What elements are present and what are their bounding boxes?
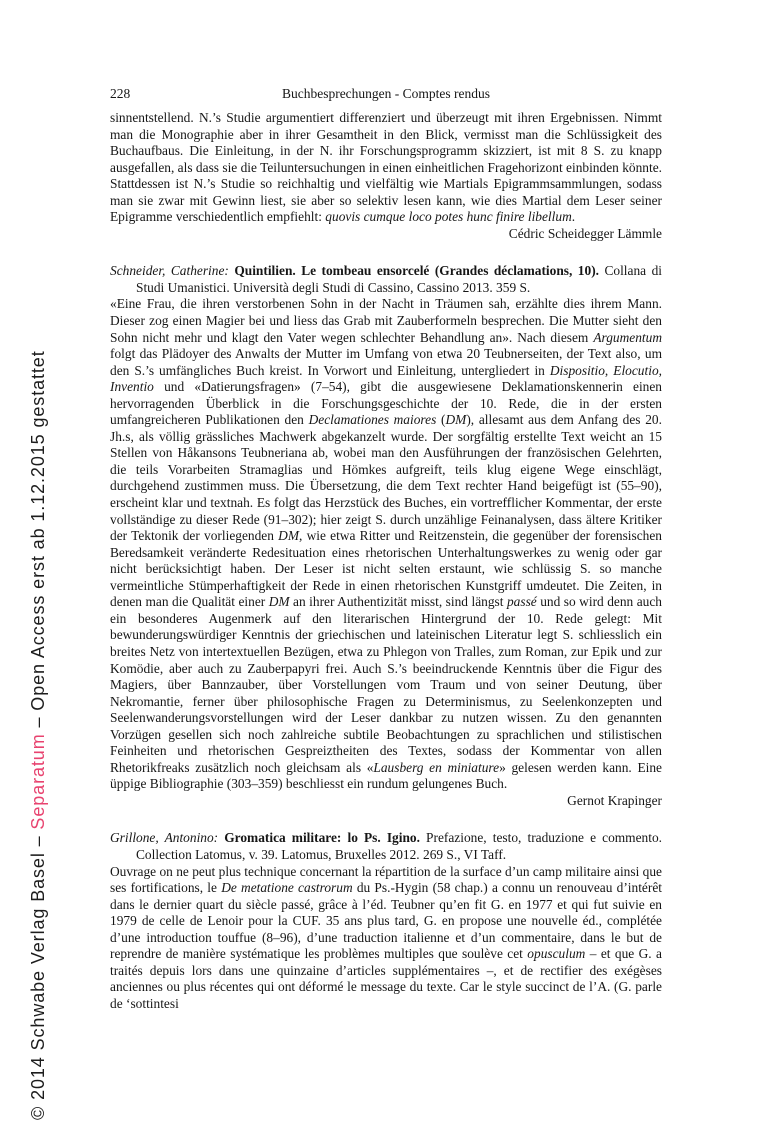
page-header <box>110 86 662 104</box>
review-grillone-heading: Grillone, Antonino: Gromatica militare: lo Ps. Igino. Prefazione, testo, traduzione e commento. Collection Latomus, v. 39. Latomus, Bruxelles 2012. 269 S., VI Taff. <box>110 830 662 862</box>
running-title: Buchbesprechungen - Comptes rendus <box>281 86 491 101</box>
review-continuation-body: sinnentstellend. N.’s Studie argumentiert differenziert und überzeugt mit ihren Ergebnissen. Nimmt man die Monographie aber in ihrer Gesamtheit in den Blick, vermisst man die Schlüssigkeit des Buchaufbaus. Die Einleitung, in der N. ihr Forschungsprogramm skizziert, ist mit 8 S. zu knapp ausgefallen, als dass sie die Teiluntersuchungen in einen einheitlichen Fragehorizont einbinden könnte. Stattdessen ist N.’s Studie so reichhaltig und vielfältig wie Martials Epigrammsammlungen, sodass man sie zwar mit Gewinn liest, sie aber so selektiv lesen kann, wie dies Martial dem Leser seiner Epigramme verschiedentlich empfiehlt: quovis cumque loco potes hunc finire libellum. <box>110 110 662 225</box>
copyright-vertical-text: © 2014 Schwabe Verlag Basel – Separatum – Open Access erst ab 1.12.2015 gestattet <box>28 350 48 1120</box>
review-schneider-signature: Gernot Krapinger <box>567 792 662 808</box>
review-continuation-signature: Cédric Scheidegger Lämmle <box>508 225 662 241</box>
review-grillone-body: Ouvrage on ne peut plus technique concernant la répartition de la surface d’un camp militaire ainsi que ses fortifications, le De metatione castrorum du Ps.-Hygin (58 chap.) a connu un renouveau d’intérêt dans le dernier quart du siècle passé, grâce à l’éd. Teubner qu’en fit G. en 1977 et qui fut suivie en 1979 de celle de Lenoir pour la CUF. 35 ans plus tard, G. en propose une nouvelle éd., complétée d’une introduction touffue (8–96), d’une traduction italienne et d’un commentaire, dans le but de reprendre de manière systématique les problèmes multiples que soulève cet opusculum – et que G. a traités depuis lors dans une quinzaine d’articles supplémentaires –, et de rectifier des exégèses anciennes ou plus récentes qui ont déformé le message du texte. Car le style succinct de l’A. (G. parle de ‘sottintesi <box>110 863 663 1011</box>
page-content <box>110 110 662 1012</box>
page-number: 228 <box>110 86 131 101</box>
review-schneider-body: «Eine Frau, die ihren verstorbenen Sohn in der Nacht in Träumen sah, erzählte dies ihrem Mann. Dieser zog einen Magier bei und liess das Grab mit Zauberformeln besprechen. Die Mutter sieht den Sohn nicht mehr und klagt den Vater wegen schlechter Behandlung an». Nach diesem Argumentum folgt das Plädoyer des Anwalts der Mutter im Umfang von etwa 20 Teubnerseiten, der Text also, um den S.’s umfängliches Buch kreist. In Vorwort und Einleitung, untergliedert in Dispositio, Elocutio, Inventio und «Datierungsfragen» (7–54), gibt die ausgewiesene Deklamationskennerin einen hervorragenden Überblick in die Forschungsgeschichte der 10. Rede, die in der ersten umfangreicheren Publikationen den Declamationes maiores (DM), allesamt aus dem Anfang des 20. Jh.s, als völlig grässliches Machwerk abgekanzelt wurde. Der sorgfältig erstellte Text weicht an 15 Stellen von Håkansons Teubneriana ab, wobei man den Ausführungen der französischen Gelehrten, die teils Vorarbeiten Stramaglias und Hömkes aufgreift, teils klug eigene Wege einschlägt, durchgehend zustimmen muss. Die Übersetzung, die dem Text rechter Hand beigefügt ist (55–90), erscheint klar und textnah. Es folgt das Herzstück des Buches, ein vortrefflicher Kommentar, der erste vollständige zu dieser Rede (91–302); hier zeigt S. durch unzählige Feinanalysen, dass ältere Kritiker der Tektonik der vorliegenden DM, wie etwa Ritter und Reitzenstein, die gegenüber der forensischen Beredsamkeit veränderte Redesituation eines rhetorischen Unterhaltungswerkes zu wenig oder gar nicht berücksichtigt haben. Der Leser ist nicht selten erstaunt, wie schlüssig S. so manche vermeintliche Stümperhaftigkeit der Rede in einen rhetorischen Kunstgriff umdeutet. Die Zeiten, in denen man die Qualität einer DM an ihrer Authentizität misst, sind längst passé und so wird denn auch ein besonderes Augenmerk auf den literarischen Hintergrund der 10. Rede gelegt: Mit bewunderungswürdiger Kenntnis der griechischen und lateinischen Literatur legt S. schliesslich ein breites Netz von intertextuellen Bezügen, etwa zu Phlegon von Tralles, zum Roman, zur Epik und zur Komödie, aber auch zu Zauberpapyri frei. Auch S.’s beeindruckende Kenntnis über die Figur des Magiers, über Bannzauber, über Vorstellungen vom Traum und von seiner Deutung, über Nekromantie, ferner über philosophische Fragen zu Determinismus, zu Seelenkonzepten und Seelenwanderungsvorstellungen wird der Leser dankbar zu nutzen wissen. Zu den genannten Vorzügen gesellen sich noch zahlreiche subtile Beobachtungen zu sprachlichen und stilistischen Feinheiten und rhetorischen Gespreiztheiten des Textes, sodass der Kommentar von allen Rhetorikfreaks zusätzlich noch gleichsam als «Lausberg en miniature» gelesen werden kann. Eine üppige Bibliographie (303–359) beschliesst ein rundum gelungenes Buch. <box>110 296 663 792</box>
review-schneider-heading: Schneider, Catherine: Quintilien. Le tombeau ensorcelé (Grandes déclamations, 10). Collana di Studi Umanistici. Università degli Studi di Cassino, Cassino 2013. 359 S. <box>110 263 662 295</box>
